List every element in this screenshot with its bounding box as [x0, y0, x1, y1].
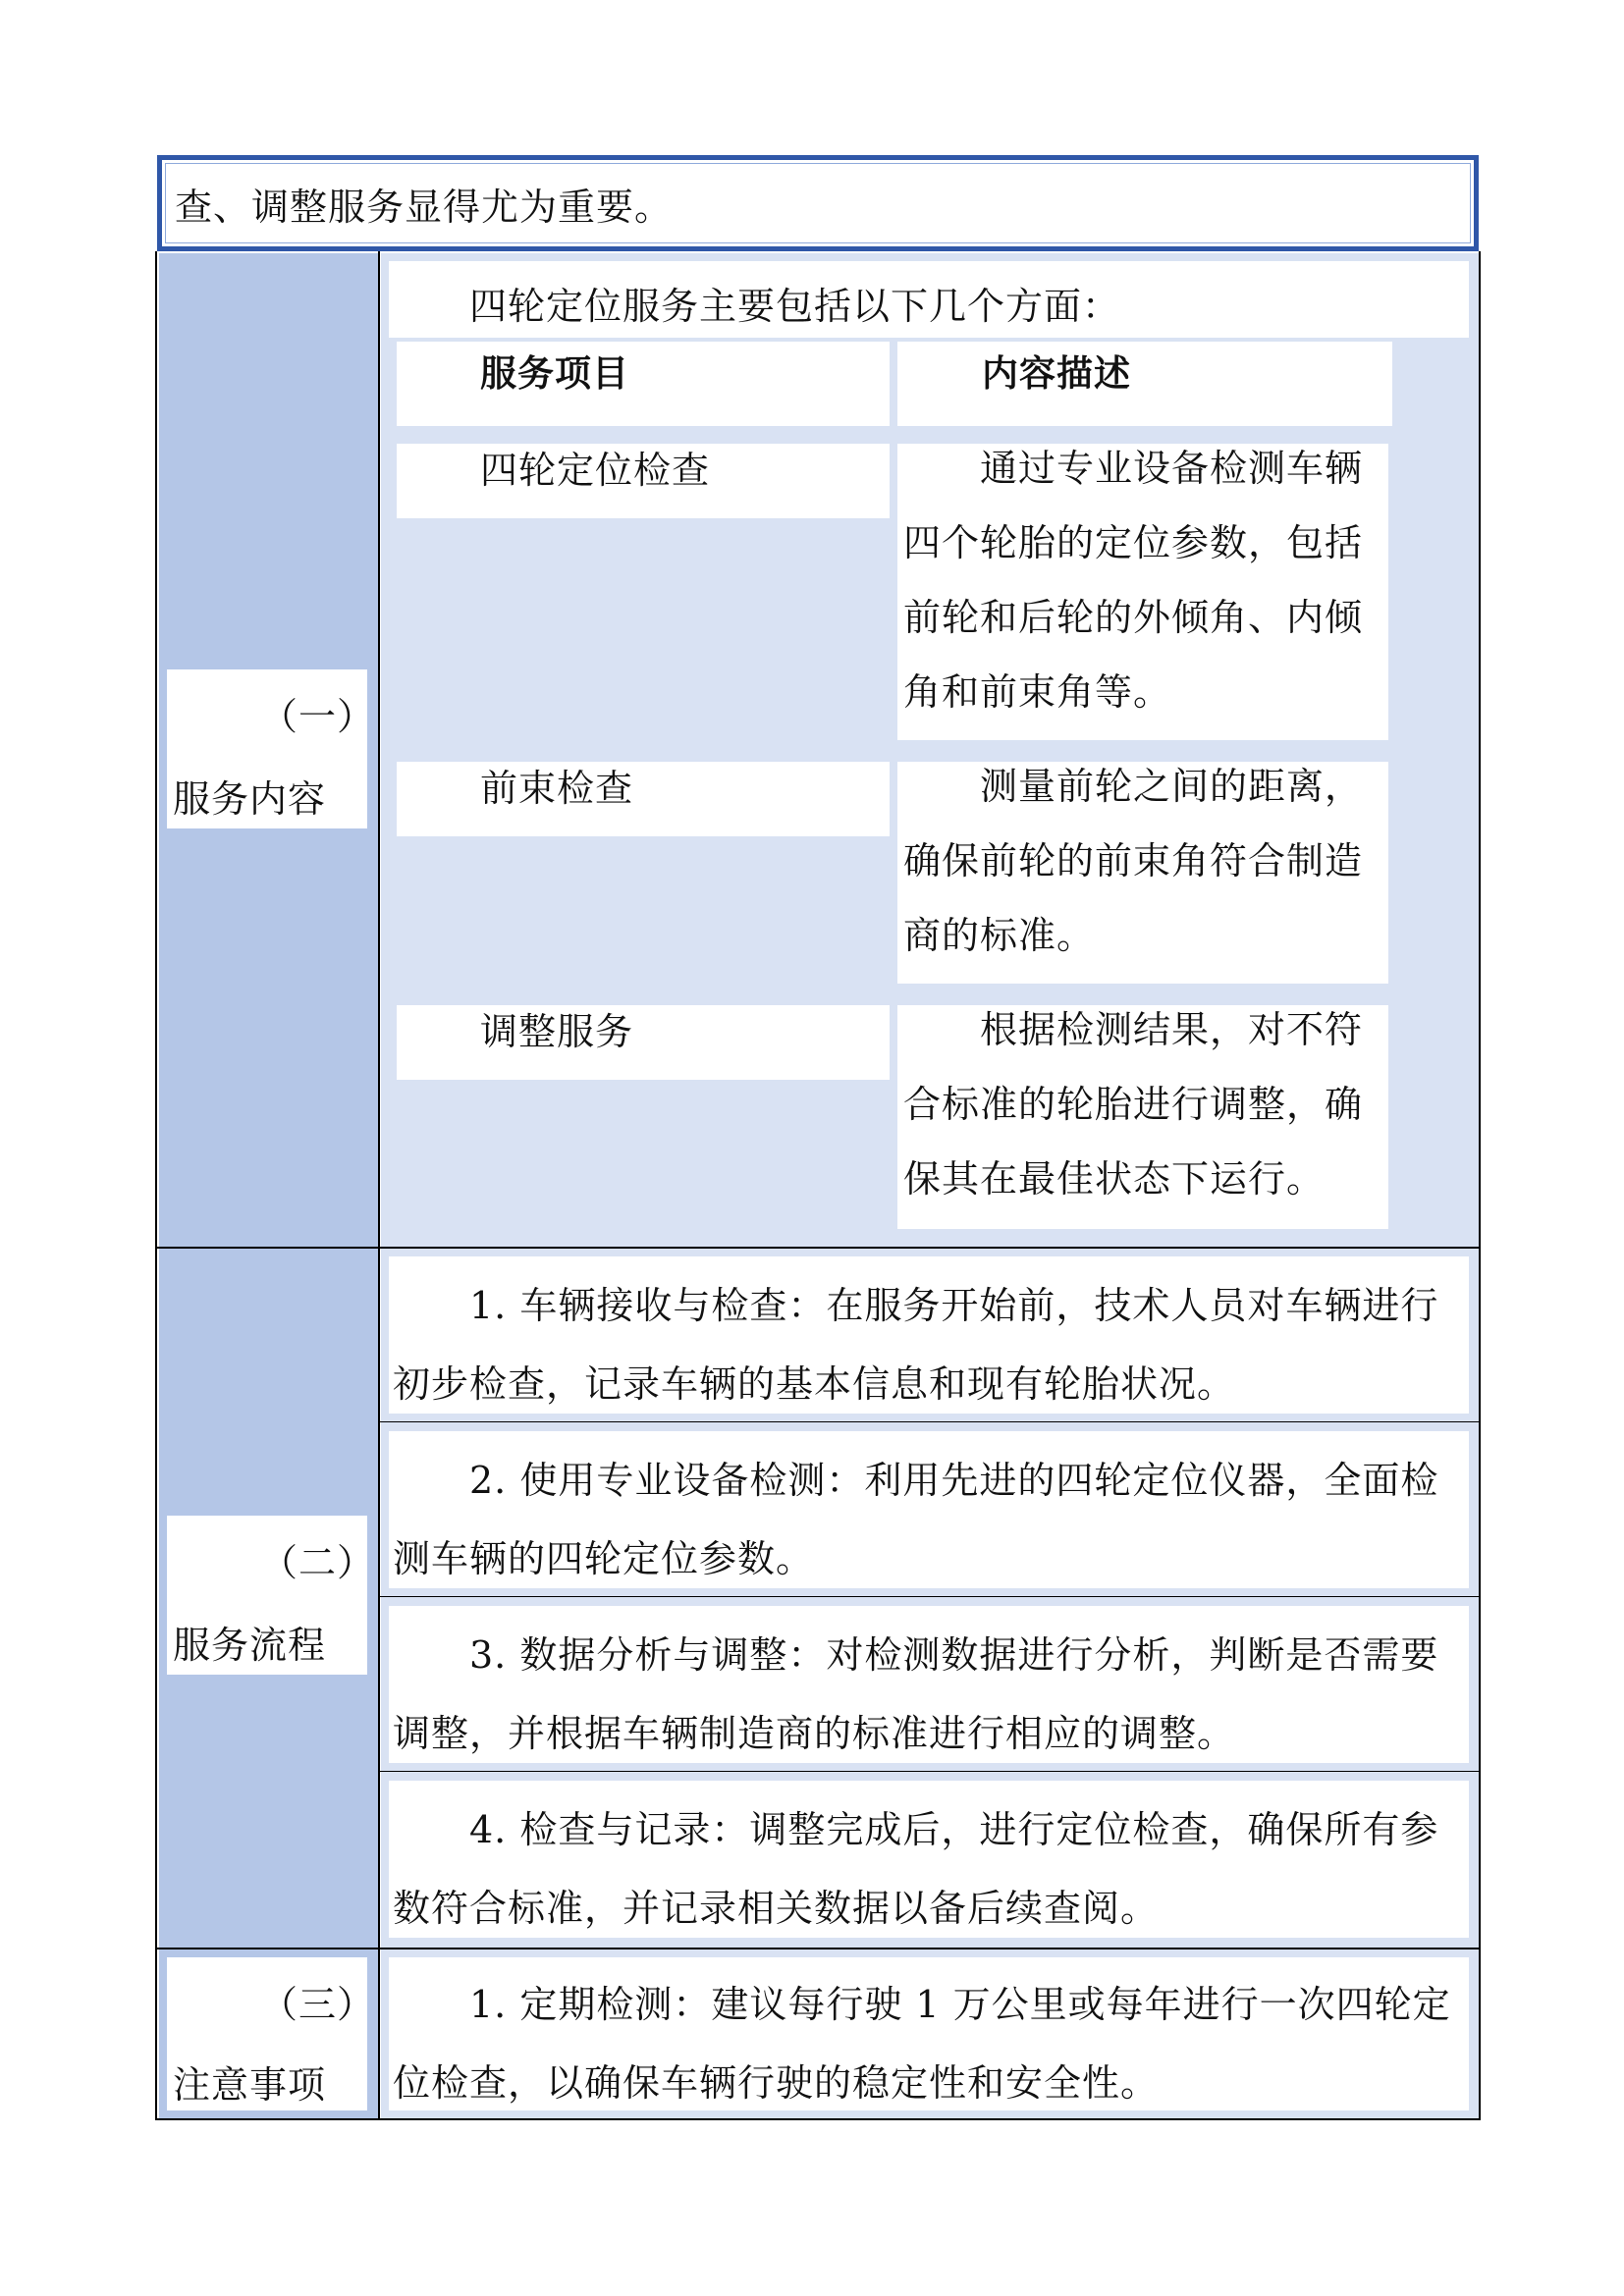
table-row-2-desc-line-3: 商的标准。: [903, 914, 1096, 957]
table-row-3-desc-line-1: 根据检测结果，对不符: [980, 1008, 1364, 1051]
table-border-right: [1479, 251, 1481, 2120]
table-row-1-desc-line-2: 四个轮胎的定位参数，包括: [903, 521, 1364, 564]
table-header-desc: 内容描述: [982, 352, 1131, 395]
top-row-text: 查、调整服务显得尤为重要。: [175, 186, 674, 229]
step-divider-2: [380, 1596, 1480, 1597]
table-border-bottom: [155, 2118, 1481, 2120]
step-3-line-2: 调整，并根据车辆制造商的标准进行相应的调整。: [393, 1712, 1236, 1755]
table-header-item: 服务项目: [480, 352, 629, 395]
section2-title: 服务流程: [173, 1624, 327, 1667]
table-border-left: [155, 251, 157, 2120]
row-divider-2: [155, 1948, 1481, 1949]
column-divider: [378, 251, 380, 2120]
table-row-3-desc-line-2: 合标准的轮胎进行调整，确: [903, 1083, 1364, 1126]
section3-title: 注意事项: [173, 2063, 327, 2107]
table-row-1-desc-line-3: 前轮和后轮的外倾角、内倾: [903, 596, 1364, 639]
table-header-cell-desc: [897, 342, 1392, 426]
table-row-2-desc-line-1: 测量前轮之间的距离，: [980, 765, 1364, 808]
intro-text: 四轮定位服务主要包括以下几个方面：: [469, 285, 1121, 328]
table-header-cell-item: [397, 342, 890, 426]
section1-title: 服务内容: [173, 777, 327, 821]
step-4-line-1: 4. 检查与记录：调整完成后，进行定位检查，确保所有参: [469, 1808, 1439, 1851]
step-1-line-2: 初步检查，记录车辆的基本信息和现有轮胎状况。: [393, 1362, 1236, 1406]
section3-number: （三）: [260, 1983, 376, 2026]
table-row-2-item: 前束检查: [480, 767, 634, 810]
step-1-line-1: 1. 车辆接收与检查：在服务开始前，技术人员对车辆进行: [469, 1284, 1439, 1327]
table-row-2-desc-line-2: 确保前轮的前束角符合制造: [903, 839, 1364, 882]
table-row-3-desc-line-3: 保其在最佳状态下运行。: [903, 1157, 1326, 1201]
table-row-2-item-cell: [397, 762, 890, 836]
step-4-line-2: 数符合标准，并记录相关数据以备后续查阅。: [393, 1887, 1160, 1930]
note-1-line-1: 1. 定期检测：建议每行驶 1 万公里或每年进行一次四轮定: [469, 1983, 1451, 2026]
table-row-1-desc-line-4: 角和前束角等。: [903, 670, 1172, 714]
step-3-line-1: 3. 数据分析与调整：对检测数据进行分析，判断是否需要: [469, 1633, 1439, 1677]
step-2-line-2: 测车辆的四轮定位参数。: [393, 1537, 815, 1580]
table-row-1-desc-line-1: 通过专业设备检测车辆: [980, 447, 1364, 490]
table-row-1-item: 四轮定位检查: [480, 449, 711, 492]
section1-number: （一）: [260, 695, 376, 738]
table-row-3-item: 调整服务: [480, 1010, 634, 1053]
row-divider-1: [155, 1247, 1481, 1249]
top-row: [157, 155, 1479, 251]
note-1-line-2: 位检查，以确保车辆行驶的稳定性和安全性。: [393, 2061, 1160, 2105]
step-divider-3: [380, 1771, 1480, 1772]
table-row-3-item-cell: [397, 1005, 890, 1080]
section2-number: （二）: [260, 1541, 376, 1584]
step-divider-1: [380, 1421, 1480, 1422]
step-2-line-1: 2. 使用专业设备检测：利用先进的四轮定位仪器，全面检: [469, 1459, 1439, 1502]
